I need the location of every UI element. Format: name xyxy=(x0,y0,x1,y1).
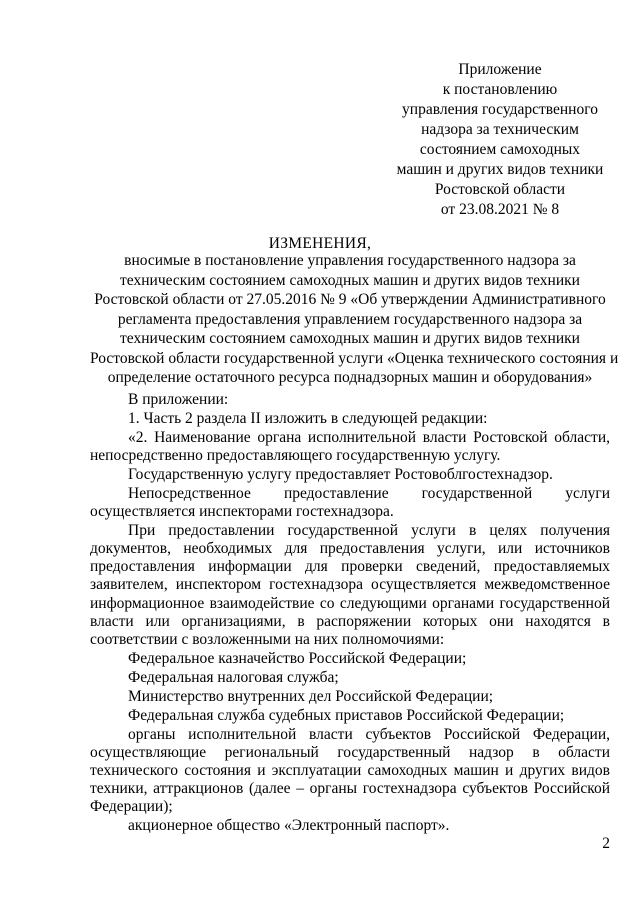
body-paragraph: Государственную услугу предоставляет Ростовоблгостехнадзор. xyxy=(128,465,553,483)
document-body xyxy=(90,391,610,836)
body-paragraph: 1. Часть 2 раздела II изложить в следующей редакции: xyxy=(128,409,488,427)
document-title: ИЗМЕНЕНИЯ, xyxy=(268,235,372,252)
subtitle-line: Ростовской области от 27.05.2016 № 9 «Об утверждении Административного xyxy=(94,291,606,308)
body-paragraph: акционерное общество «Электронный паспорт». xyxy=(128,817,450,835)
appendix-header xyxy=(380,60,620,220)
subtitle-line: определение остаточного ресурса поднадзорных машин и оборудования» xyxy=(107,369,593,386)
subtitle-line: техническим состоянием самоходных машин и других видов техники xyxy=(120,330,580,347)
body-paragraph: органы исполнительной власти субъектов Российской Федерации, осуществляющие региональный государственный надзор в области технического состояния и эксплуатации самоходных машин и других видов техники, аттракционов (далее – органы гостехнадзора субъектов Российской Федерации); xyxy=(90,725,610,816)
subtitle-line: регламента предоставления управлением государственного надзора за xyxy=(117,310,583,328)
appendix-line: надзора за техническим xyxy=(421,121,579,138)
page-number: 2 xyxy=(602,835,610,852)
body-paragraph: Федеральная служба судебных приставов Российской Федерации; xyxy=(128,706,565,724)
body-paragraph: При предоставлении государственной услуги в целях получения документов, необходимых для предоставления услуги, или источников предоставления информации для проверки сведений, предоставляемых заявителем, инспектором гостехнадзора осуществляется межведомственное информационное взаимодействие со следующими органами государственной власти или организациями, в распоряжении которых они находятся в соответствии с возложенными на них полномочиями: xyxy=(90,521,610,649)
appendix-line: Приложение xyxy=(458,61,542,78)
appendix-line: к постановлению xyxy=(442,81,558,98)
body-paragraph: Федеральная налоговая служба; xyxy=(128,668,339,686)
body-paragraph: Министерство внутренних дел Российской Федерации; xyxy=(128,687,494,705)
subtitle-line: вносимые в постановление управления государственного надзора за xyxy=(124,252,576,269)
document-subtitle xyxy=(90,251,619,388)
subtitle-line: техническим состоянием самоходных машин и других видов техники xyxy=(120,271,580,289)
body-paragraph: Федеральное казначейство Российской Федерации; xyxy=(128,649,467,667)
appendix-line: от 23.08.2021 № 8 xyxy=(440,201,560,218)
body-paragraph: Непосредственное предоставление государственной услуги осуществляется инспекторами гостехнадзора. xyxy=(90,484,610,520)
subtitle-line: Ростовской области государственной услуги «Оценка технического состояния и xyxy=(90,349,619,367)
appendix-line: машин и других видов техники xyxy=(396,161,604,178)
appendix-line: состоянием самоходных xyxy=(419,141,581,158)
body-paragraph: В приложении: xyxy=(128,391,229,408)
appendix-line: Ростовской области xyxy=(434,181,566,198)
body-paragraph: «2. Наименование органа исполнительной власти Ростовской области, непосредственно предоставляющего государственную услугу. xyxy=(90,428,610,464)
appendix-line: управления государственного xyxy=(402,101,598,118)
